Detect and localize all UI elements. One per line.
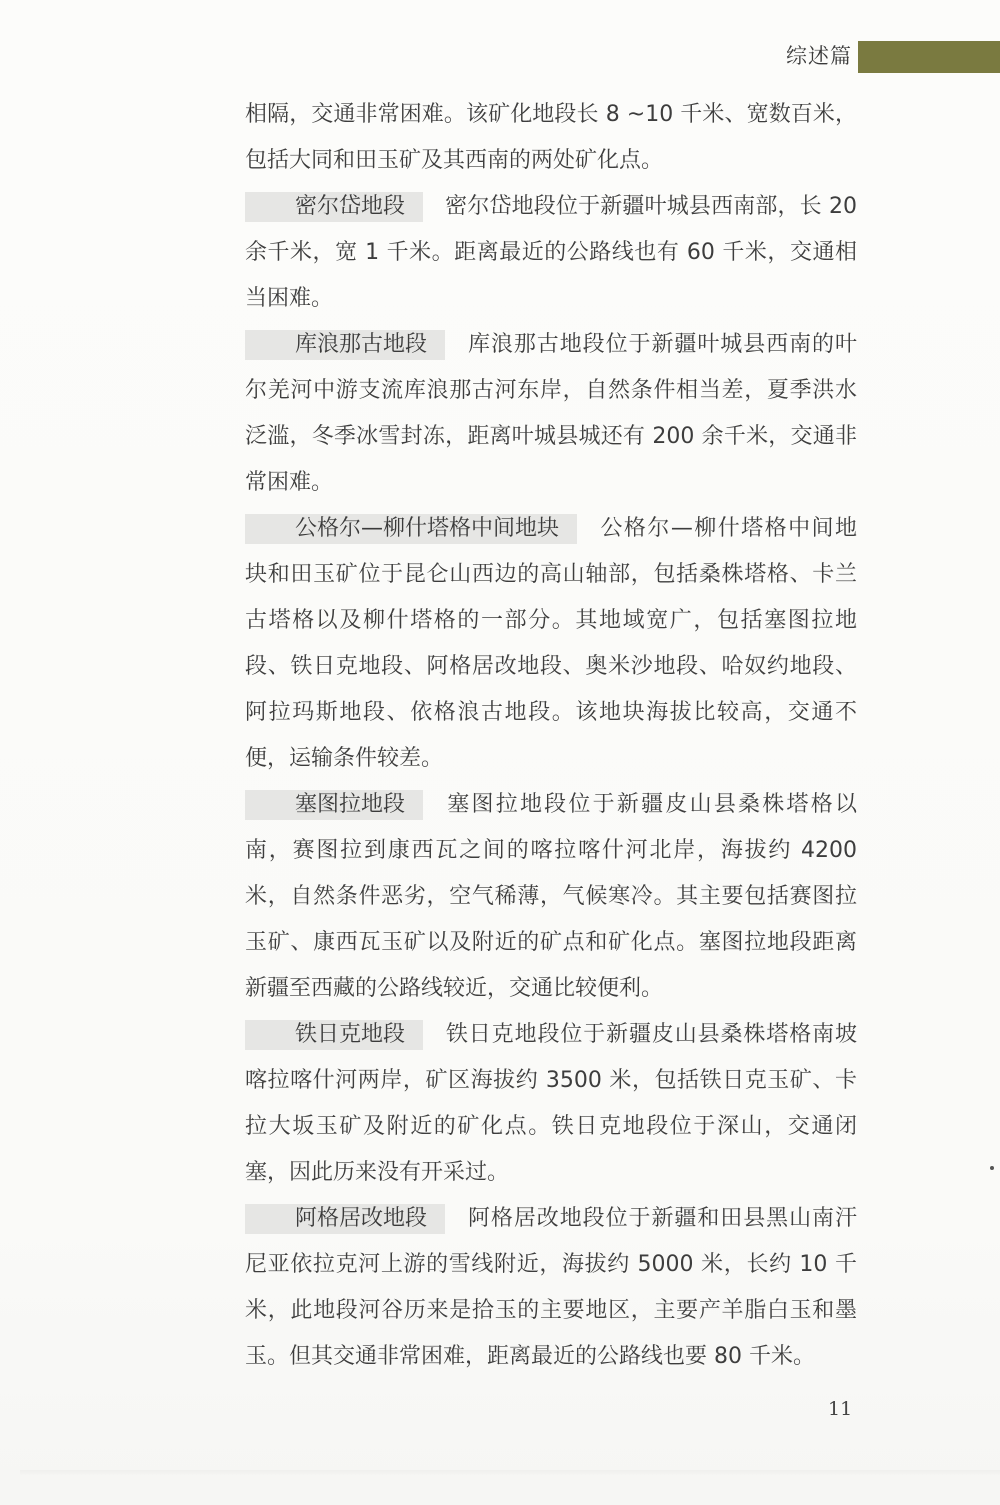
paragraph [245,1196,857,1380]
paragraph [245,184,857,322]
paragraph-text: 库浪那古地段位于新疆叶城县西南的叶尔羌河中游支流库浪那古河东岸，自然条件相当差，夏季洪水泛滥，冬季冰雪封冻，距离叶城县城还有 200 余千米，交通非常困难。 [245,332,857,495]
section-heading: 塞图拉地段 [245,790,423,820]
body-text [245,92,857,1380]
section-heading: 库浪那古地段 [245,330,445,360]
section-heading: 密尔岱地段 [245,192,423,222]
section-heading: 公格尔—柳什塔格中间地块 [245,514,577,544]
section-accent-bar [858,41,1000,73]
paragraph [245,322,857,506]
paragraph-text: 相隔，交通非常困难。该矿化地段长 8 ~10 千米、宽数百米，包括大同和田玉矿及其西南的两处矿化点。 [245,102,857,173]
page-edge-shadow [20,1470,1000,1476]
section-heading: 铁日克地段 [245,1020,423,1050]
paragraph-text: 阿格居改地段位于新疆和田县黑山南汗尼亚依拉克河上游的雪线附近，海拔约 5000 米，长约 10 千米，此地段河谷历来是拾玉的主要地区，主要产羊脂白玉和墨玉。但其交通非常困难，距离最近的公路线也要 80 千米。 [245,1206,857,1369]
paragraph [245,92,857,184]
paragraph-text: 公格尔—柳什塔格中间地块和田玉矿位于昆仑山西边的高山轴部，包括桑株塔格、卡兰古塔格以及柳什塔格的一部分。其地域宽广，包括塞图拉地段、铁日克地段、阿格居改地段、奥米沙地段、哈奴约地段、阿拉玛斯地段、依格浪古地段。该地块海拔比较高，交通不便，运输条件较差。 [245,516,857,771]
page-number: 11 [828,1398,853,1420]
paragraph [245,782,857,1012]
paragraph [245,1012,857,1196]
paragraph-text: 铁日克地段位于新疆皮山县桑株塔格南坡喀拉喀什河两岸，矿区海拔约 3500 米，包括铁日克玉矿、卡拉大坂玉矿及附近的矿化点。铁日克地段位于深山，交通闭塞，因此历来没有开采过。 [245,1022,857,1185]
section-label: 综述篇 [786,44,852,68]
section-heading: 阿格居改地段 [245,1204,445,1234]
paragraph-text: 密尔岱地段位于新疆叶城县西南部，长 20 余千米，宽 1 千米。距离最近的公路线也有 60 千米，交通相当困难。 [245,194,857,311]
paragraph [245,506,857,782]
scan-speck [990,1166,994,1170]
paragraph-text: 塞图拉地段位于新疆皮山县桑株塔格以南，赛图拉到康西瓦之间的喀拉喀什河北岸，海拔约 4200 米，自然条件恶劣，空气稀薄，气候寒冷。其主要包括赛图拉玉矿、康西瓦玉矿以及附近的矿点和矿化点。塞图拉地段距离新疆至西藏的公路线较近，交通比较便利。 [245,792,857,1001]
